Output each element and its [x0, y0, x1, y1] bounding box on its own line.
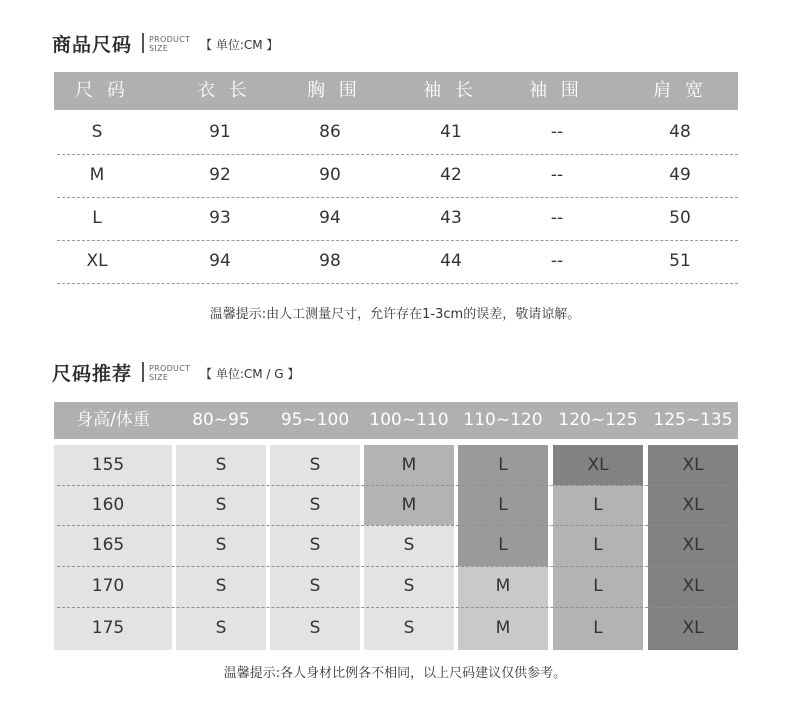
header-range-5: 120~125	[558, 410, 638, 430]
size-cell: L	[92, 208, 102, 228]
height-165: 165	[91, 535, 125, 555]
table-row	[57, 111, 738, 155]
size-cell: XL	[682, 576, 704, 596]
header-range-3: 100~110	[369, 410, 449, 430]
recommend-en-label	[149, 364, 190, 382]
sleeve-width-cell: --	[550, 122, 564, 142]
size-cell: M	[401, 455, 417, 475]
size-cell: L	[593, 535, 603, 555]
size-cell: S	[215, 495, 227, 515]
recommend-title: 尺码推荐	[52, 363, 133, 385]
length-cell: 91	[209, 122, 231, 142]
size-cell: L	[593, 495, 603, 515]
sleeve-width-cell: --	[550, 208, 564, 228]
height-175: 175	[91, 618, 125, 638]
title-divider	[142, 33, 144, 53]
header-range-4: 110~120	[463, 410, 543, 430]
shoulder-cell: 50	[669, 208, 691, 228]
sleeve-width-cell: --	[550, 251, 564, 271]
recommend-en-line1: PRODUCT	[149, 364, 191, 373]
size-cell: M	[495, 576, 511, 596]
table-row	[57, 240, 738, 284]
size-cell: S	[403, 576, 415, 596]
chest-cell: 94	[319, 208, 341, 228]
sleeve-length-cell: 44	[440, 251, 462, 271]
shoulder-cell: 49	[669, 165, 691, 185]
size-cell: S	[309, 455, 321, 475]
size-cell: L	[498, 455, 508, 475]
size-cell: S	[309, 618, 321, 638]
shoulder-cell: 51	[669, 251, 691, 271]
header-shoulder: 肩 宽	[653, 80, 707, 101]
size-cell: L	[498, 495, 508, 515]
size-cell: S	[403, 535, 415, 555]
chest-cell: 90	[319, 165, 341, 185]
sleeve-length-cell: 41	[440, 122, 462, 142]
sleeve-width-cell: --	[550, 165, 564, 185]
size-cell: S	[309, 576, 321, 596]
header-chest: 胸 围	[307, 80, 361, 101]
height-170: 170	[91, 576, 125, 596]
size-cell: L	[498, 535, 508, 555]
size-cell: S	[309, 535, 321, 555]
size-cell: M	[495, 618, 511, 638]
header-range-2: 95~100	[280, 410, 350, 430]
size-cell: S	[215, 535, 227, 555]
size-cell: XL	[86, 251, 108, 271]
length-cell: 93	[209, 208, 231, 228]
header-size: 尺 码	[75, 80, 129, 101]
size-cell: XL	[587, 455, 609, 475]
chest-cell: 98	[319, 251, 341, 271]
table-row	[57, 197, 738, 241]
size-table-header	[54, 72, 738, 110]
chest-cell: 86	[319, 122, 341, 142]
size-table-note: 温馨提示:由人工测量尺寸，允许存在1-3cm的误差，敬请谅解。	[209, 307, 581, 322]
size-cell: S	[91, 122, 103, 142]
shoulder-cell: 48	[669, 122, 691, 142]
size-cell: S	[309, 495, 321, 515]
recommend-unit: 【 单位:CM / G 】	[200, 367, 300, 381]
size-cell: L	[593, 618, 603, 638]
size-en-line1: PRODUCT	[149, 35, 191, 44]
size-table-unit: 【 单位:CM 】	[200, 38, 279, 52]
recommend-header	[54, 402, 738, 439]
header-range-1: 80~95	[192, 410, 250, 430]
title-divider	[142, 362, 144, 382]
height-155: 155	[91, 455, 125, 475]
length-cell: 92	[209, 165, 231, 185]
size-table-title: 商品尺码	[52, 34, 133, 56]
header-sleeve-length: 袖 长	[423, 80, 477, 101]
size-cell: S	[215, 576, 227, 596]
length-cell: 94	[209, 251, 231, 271]
size-cell: M	[401, 495, 417, 515]
sleeve-length-cell: 43	[440, 208, 462, 228]
size-cell: XL	[682, 618, 704, 638]
table-row	[57, 154, 738, 198]
size-en-line2: SIZE	[149, 44, 169, 53]
header-range-6: 125~135	[653, 410, 733, 430]
sleeve-length-cell: 42	[440, 165, 462, 185]
size-cell: S	[403, 618, 415, 638]
header-sleeve-width: 袖 围	[529, 80, 583, 101]
recommend-note: 温馨提示:各人身材比例各不相同，以上尺码建议仅供参考。	[223, 666, 567, 681]
size-cell: S	[215, 455, 227, 475]
recommend-en-line2: SIZE	[149, 373, 169, 382]
size-cell: M	[89, 165, 105, 185]
size-cell: XL	[682, 455, 704, 475]
header-length: 衣 长	[197, 80, 251, 101]
height-160: 160	[91, 495, 125, 515]
size-cell: XL	[682, 495, 704, 515]
size-cell: L	[593, 576, 603, 596]
header-height-weight: 身高/体重	[76, 410, 150, 430]
size-en-label	[149, 35, 190, 53]
size-cell: XL	[682, 535, 704, 555]
size-cell: S	[215, 618, 227, 638]
